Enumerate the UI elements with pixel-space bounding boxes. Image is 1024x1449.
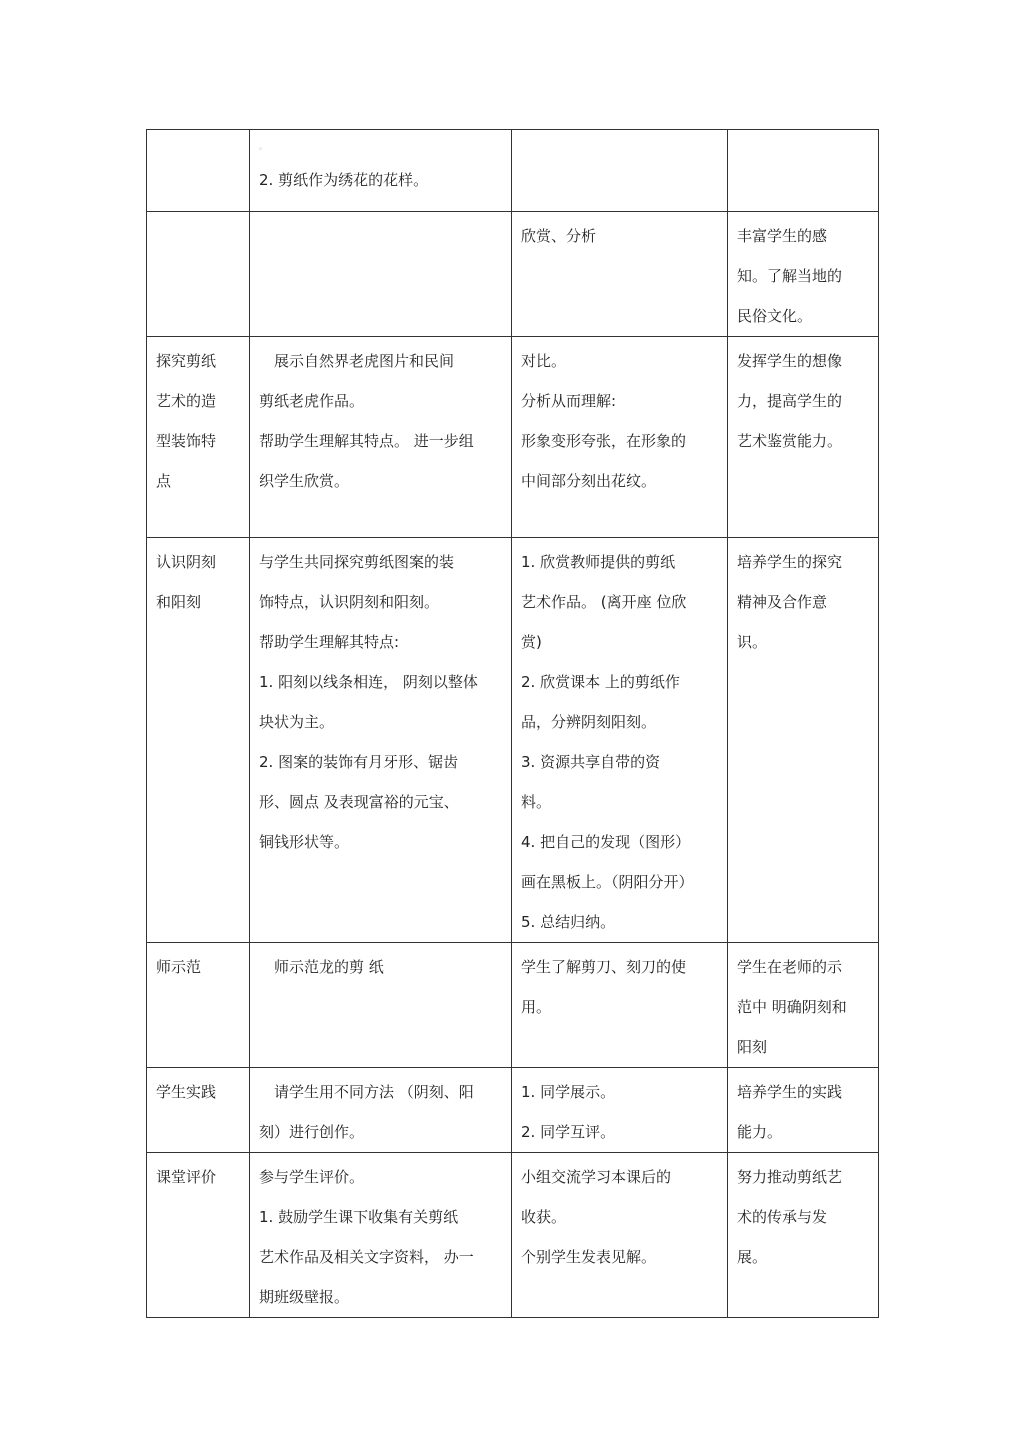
cell-line: 学生了解剪刀、刻刀的使	[521, 958, 687, 976]
cell-line: 2. 图案的装饰有月牙形、锯齿	[259, 753, 459, 771]
cell-student	[512, 212, 728, 337]
cell-line: 阳刻	[737, 1038, 768, 1056]
cell-line: 1. 鼓励学生课下收集有关剪纸	[259, 1208, 459, 1226]
cell-line: 师示范龙的剪 纸	[259, 958, 384, 976]
cell-line: 剪纸老虎作品。	[259, 392, 365, 410]
cell-stage	[147, 1153, 250, 1318]
cell-line: 画在黑板上。（阴阳分开）	[521, 873, 694, 891]
cell-teacher	[250, 943, 512, 1068]
cell-line: 艺术的造	[156, 392, 217, 410]
table-row	[147, 538, 879, 943]
lesson-plan-table	[146, 129, 879, 1318]
cell-line: 范中 明确阴刻和	[737, 998, 847, 1016]
cell-line: 培养学生的探究	[737, 553, 843, 571]
cell-line: 1. 阳刻以线条相连， 阴刻以整体	[259, 673, 478, 691]
cell-line: 术的传承与发	[737, 1208, 828, 1226]
cell-line: 。	[259, 142, 267, 151]
cell-line: 饰特点，认识阴刻和阳刻。	[259, 593, 440, 611]
cell-student	[512, 1153, 728, 1318]
cell-line: 能力。	[737, 1123, 783, 1141]
cell-line: 型装饰特	[156, 432, 217, 450]
cell-line: 织学生欣赏。	[259, 472, 350, 490]
cell-line: 民俗文化。	[737, 307, 813, 325]
table-row	[147, 212, 879, 337]
cell-line: 期班级壁报。	[259, 1288, 350, 1306]
table-row	[147, 130, 879, 212]
cell-line: 3. 资源共享自带的资	[521, 753, 661, 771]
cell-line: 料。	[521, 793, 552, 811]
cell-intent	[728, 1068, 879, 1153]
table-row	[147, 943, 879, 1068]
cell-stage	[147, 943, 250, 1068]
table-row	[147, 337, 879, 538]
cell-line: 分析从而理解:	[521, 392, 617, 410]
cell-intent	[728, 538, 879, 943]
cell-teacher	[250, 212, 512, 337]
cell-line: 学生在老师的示	[737, 958, 843, 976]
cell-line: 认识阴刻	[156, 553, 217, 571]
cell-line: 艺术作品。 (离开座 位欣	[521, 593, 687, 611]
cell-line: 2. 欣赏课本 上的剪纸作	[521, 673, 680, 691]
cell-line: 1. 欣赏教师提供的剪纸	[521, 553, 676, 571]
cell-line: 学生实践	[156, 1083, 217, 1101]
cell-line: 展示自然界老虎图片和民间	[259, 352, 455, 370]
cell-line: 点	[156, 472, 172, 490]
cell-line: 识。	[737, 633, 768, 651]
cell-line: 帮助学生理解其特点。 进一步组	[259, 432, 474, 450]
cell-line: 4. 把自己的发现（图形）	[521, 833, 691, 851]
cell-stage	[147, 337, 250, 538]
cell-line: 展。	[737, 1248, 768, 1266]
cell-line: 努力推动剪纸艺	[737, 1168, 843, 1186]
cell-line: 培养学生的实践	[737, 1083, 843, 1101]
cell-line: 对比。	[521, 352, 567, 370]
cell-line: 收获。	[521, 1208, 567, 1226]
cell-line: 块状为主。	[259, 713, 335, 731]
cell-teacher	[250, 1068, 512, 1153]
cell-intent	[728, 337, 879, 538]
cell-line: 2. 剪纸作为绣花的花样。	[259, 171, 429, 189]
cell-line: 请学生用不同方法 （阴刻、阳	[259, 1083, 474, 1101]
cell-line: 品，分辨阴刻阳刻。	[521, 713, 657, 731]
cell-intent	[728, 212, 879, 337]
cell-line: 赏)	[521, 633, 542, 651]
cell-stage	[147, 212, 250, 337]
cell-intent	[728, 943, 879, 1068]
cell-line: 和阳刻	[156, 593, 202, 611]
cell-line: 精神及合作意	[737, 593, 828, 611]
cell-student	[512, 130, 728, 212]
cell-line: 与学生共同探究剪纸图案的装	[259, 553, 455, 571]
cell-line: 5. 总结归纳。	[521, 913, 616, 931]
cell-line: 参与学生评价。	[259, 1168, 365, 1186]
cell-line: 课堂评价	[156, 1168, 217, 1186]
cell-line: 2. 同学互评。	[521, 1123, 616, 1141]
cell-student	[512, 1068, 728, 1153]
cell-teacher	[250, 130, 512, 212]
cell-line: 刻）进行创作。	[259, 1123, 365, 1141]
cell-student	[512, 538, 728, 943]
cell-line: 丰富学生的感	[737, 227, 828, 245]
cell-line: 帮助学生理解其特点:	[259, 633, 400, 651]
cell-line: 发挥学生的想像	[737, 352, 843, 370]
cell-line: 个别学生发表见解。	[521, 1248, 657, 1266]
cell-line: 艺术作品及相关文字资料， 办一	[259, 1248, 474, 1266]
cell-teacher	[250, 337, 512, 538]
cell-intent	[728, 130, 879, 212]
cell-line: 形、圆点 及表现富裕的元宝、	[259, 793, 459, 811]
cell-line: 中间部分刻出花纹。	[521, 472, 657, 490]
cell-stage	[147, 538, 250, 943]
cell-line: 小组交流学习本课后的	[521, 1168, 672, 1186]
cell-line: 艺术鉴赏能力。	[737, 432, 843, 450]
cell-line: 欣赏、分析	[521, 227, 597, 245]
cell-line: 知。了解当地的	[737, 267, 843, 285]
cell-line: 1. 同学展示。	[521, 1083, 616, 1101]
cell-line: 铜钱形状等。	[259, 833, 350, 851]
cell-stage	[147, 130, 250, 212]
cell-line: 形象变形夸张，在形象的	[521, 432, 687, 450]
cell-stage	[147, 1068, 250, 1153]
cell-student	[512, 337, 728, 538]
cell-intent	[728, 1153, 879, 1318]
cell-student	[512, 943, 728, 1068]
cell-line: 用。	[521, 998, 552, 1016]
cell-line: 力，提高学生的	[737, 392, 843, 410]
cell-line: 探究剪纸	[156, 352, 217, 370]
cell-teacher	[250, 538, 512, 943]
table-row	[147, 1153, 879, 1318]
table-row	[147, 1068, 879, 1153]
cell-teacher	[250, 1153, 512, 1318]
cell-line: 师示范	[156, 958, 202, 976]
